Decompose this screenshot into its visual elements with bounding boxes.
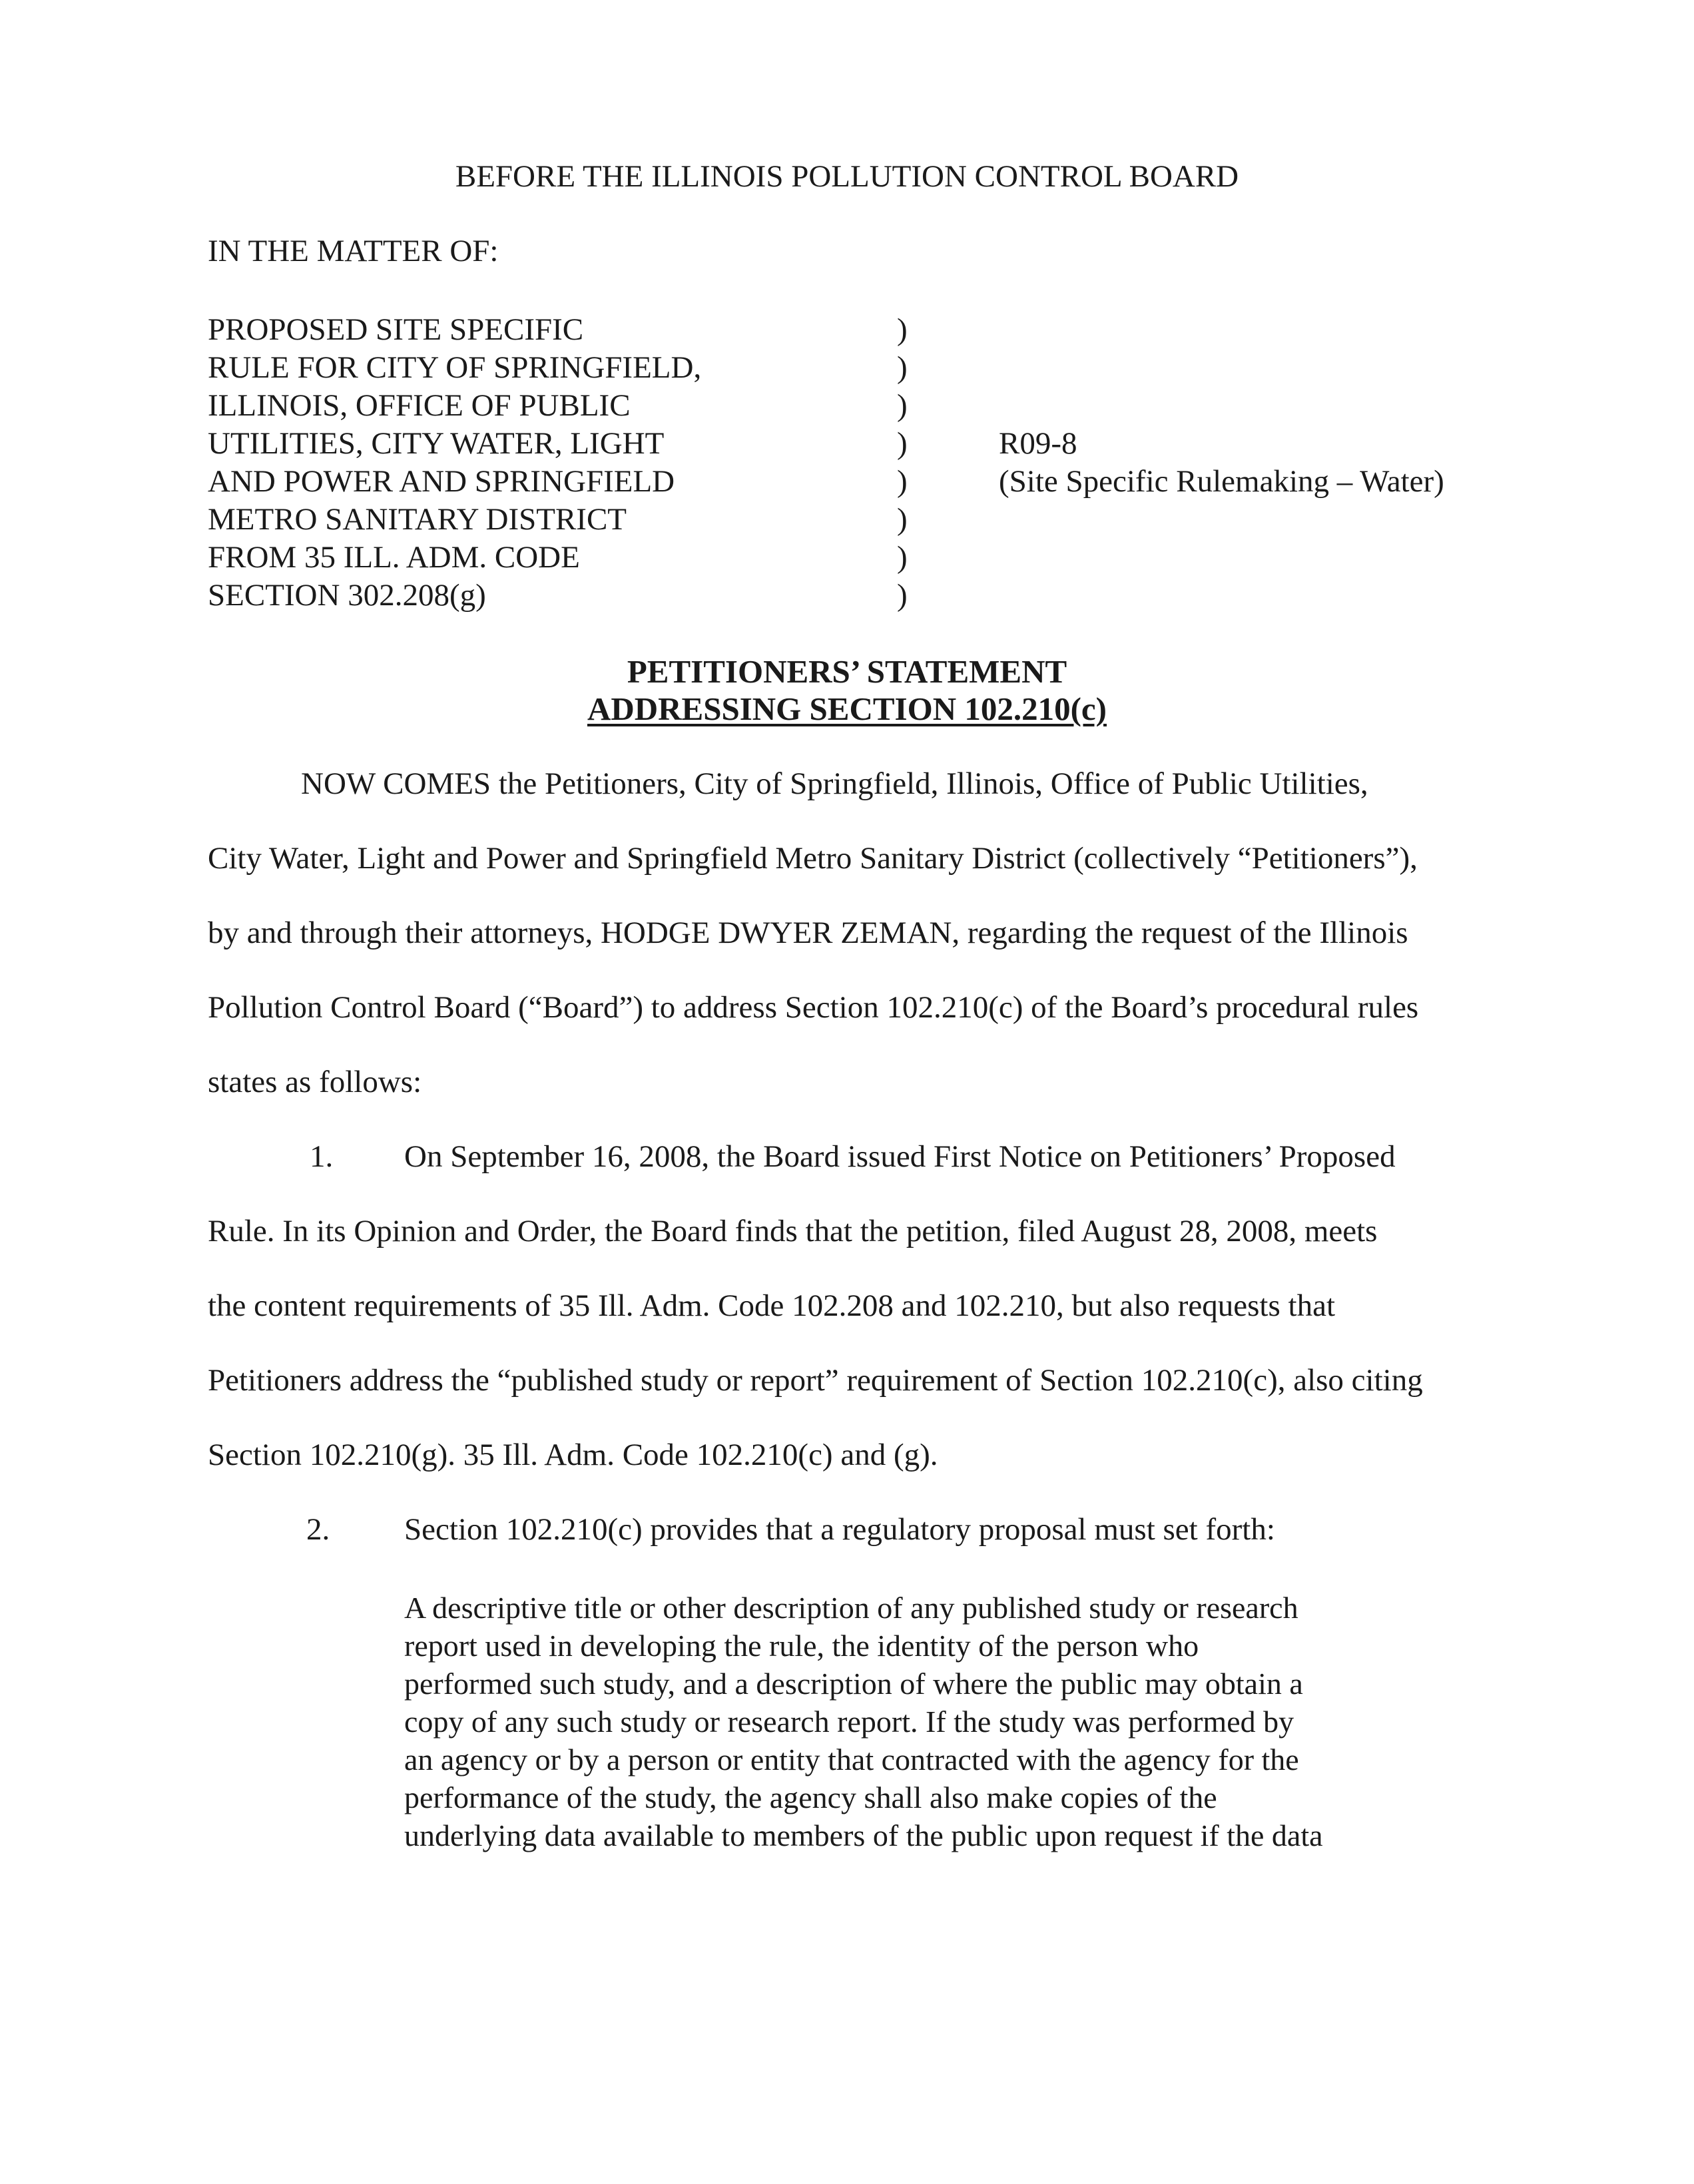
paragraph-number: 1. [310, 1139, 334, 1174]
intro-line: NOW COMES the Petitioners, City of Springfield, Illinois, Office of Public Utilities, [301, 766, 1368, 801]
caption-line: SECTION 302.208(g) [208, 578, 486, 613]
caption-paren: ) [897, 312, 908, 347]
caption-paren: ) [897, 578, 908, 613]
caption-line: PROPOSED SITE SPECIFIC [208, 312, 584, 347]
paragraph-line: Rule. In its Opinion and Order, the Board finds that the petition, filed August 28, 2008, meets [208, 1214, 1378, 1248]
quote-line: copy of any such study or research report. If the study was performed by [404, 1705, 1294, 1739]
caption-line: RULE FOR CITY OF SPRINGFIELD, [208, 350, 702, 385]
caption-line: UTILITIES, CITY WATER, LIGHT [208, 426, 665, 461]
docket-number: R09-8 [999, 426, 1077, 461]
paragraph-line: On September 16, 2008, the Board issued First Notice on Petitioners’ Proposed [404, 1139, 1396, 1174]
caption-paren: ) [897, 350, 908, 385]
caption-line: AND POWER AND SPRINGFIELD [208, 464, 675, 499]
board-title: BEFORE THE ILLINOIS POLLUTION CONTROL BOARD [455, 159, 1239, 194]
heading-underlined-text: ADDRESSING SECTION 102.210(c) [587, 690, 1107, 727]
docket-type: (Site Specific Rulemaking – Water) [999, 464, 1444, 499]
quote-line: performed such study, and a description of where the public may obtain a [404, 1667, 1303, 1701]
paragraph-line: Petitioners address the “published study or report” requirement of Section 102.210(c), also citing [208, 1363, 1423, 1398]
document-heading-line1: PETITIONERS’ STATEMENT [627, 653, 1067, 690]
quote-line: an agency or by a person or entity that contracted with the agency for the [404, 1743, 1299, 1776]
caption-paren: ) [897, 426, 908, 461]
caption-line: ILLINOIS, OFFICE OF PUBLIC [208, 388, 631, 423]
intro-line: Pollution Control Board (“Board”) to address Section 102.210(c) of the Board’s procedural rules [208, 990, 1419, 1025]
document-heading-line2 [0, 690, 1694, 728]
caption-line: FROM 35 ILL. ADM. CODE [208, 540, 580, 575]
quote-line: performance of the study, the agency shall also make copies of the [404, 1780, 1217, 1814]
intro-line: by and through their attorneys, HODGE DWYER ZEMAN, regarding the request of the Illinois [208, 916, 1408, 950]
quote-line: report used in developing the rule, the identity of the person who [404, 1629, 1199, 1663]
quote-line: A descriptive title or other description of any published study or research [404, 1591, 1298, 1625]
caption-paren: ) [897, 540, 908, 575]
paragraph-line: Section 102.210(g). 35 Ill. Adm. Code 102.210(c) and (g). [208, 1438, 938, 1472]
intro-line: City Water, Light and Power and Springfield Metro Sanitary District (collectively “Petitioners”), [208, 841, 1418, 876]
caption-paren: ) [897, 464, 908, 499]
matter-of-label: IN THE MATTER OF: [208, 234, 499, 268]
paragraph-line: Section 102.210(c) provides that a regulatory proposal must set forth: [404, 1512, 1275, 1547]
caption-paren: ) [897, 388, 908, 423]
quote-line: underlying data available to members of the public upon request if the data [404, 1818, 1323, 1852]
caption-paren: ) [897, 502, 908, 537]
paragraph-number: 2. [306, 1512, 330, 1547]
paragraph-line: the content requirements of 35 Ill. Adm. Code 102.208 and 102.210, but also requests that [208, 1288, 1336, 1323]
caption-line: METRO SANITARY DISTRICT [208, 502, 627, 537]
intro-line: states as follows: [208, 1065, 422, 1099]
